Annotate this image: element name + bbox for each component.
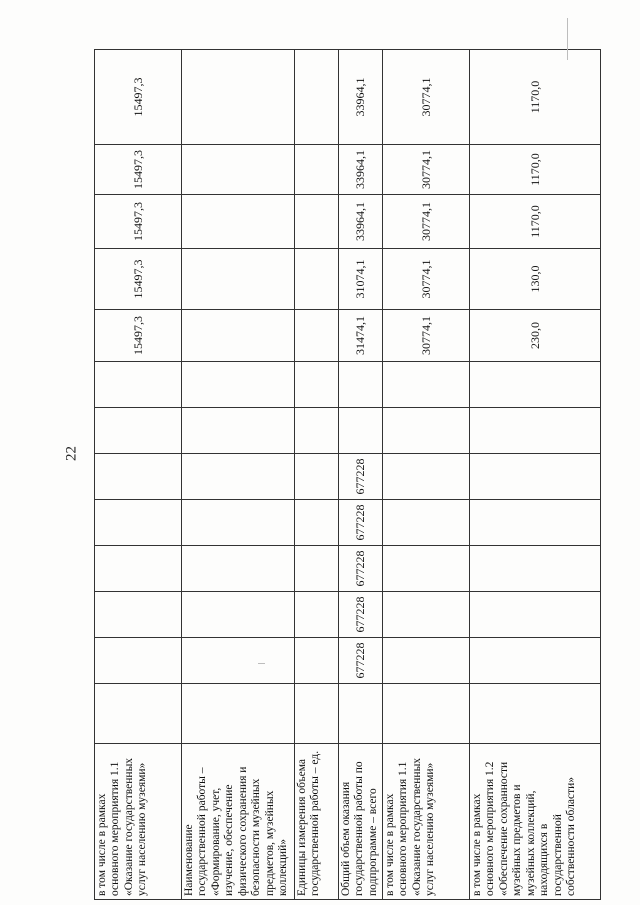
row-label: в том числе в рамках основного мероприятия 1.1 «Оказание государственных услуг населению музеями» [383,744,470,900]
empty-cell [295,684,339,744]
empty-cell [182,500,295,546]
empty-cell [182,145,295,195]
empty-cell [182,50,295,145]
empty-cell [383,592,470,638]
empty-cell [295,249,339,310]
empty-cell [95,546,182,592]
empty-cell [383,454,470,500]
value-cell: 15497,3 [95,249,182,310]
value-cell: 677228 [339,454,383,500]
empty-cell [383,408,470,454]
empty-cell [470,638,601,684]
value-cell: 30774,1 [383,50,470,145]
empty-cell [95,454,182,500]
empty-cell [295,592,339,638]
empty-cell [383,500,470,546]
value-cell: 33964,1 [339,145,383,195]
empty-cell [95,684,182,744]
empty-cell [383,546,470,592]
value-cell: 30774,1 [383,249,470,310]
value-cell: 30774,1 [383,195,470,249]
table-row [295,50,339,900]
empty-cell [470,362,601,408]
value-cell: 130,0 [470,249,601,310]
empty-cell [339,408,383,454]
table-row [470,50,601,900]
value-cell: 33964,1 [339,195,383,249]
value-cell: 15497,3 [95,310,182,362]
empty-cell [470,500,601,546]
empty-cell [295,454,339,500]
value-cell: 677228 [339,546,383,592]
table-row [182,50,295,900]
value-cell: 1170,0 [470,145,601,195]
empty-cell [383,638,470,684]
empty-cell [295,500,339,546]
empty-cell [383,362,470,408]
empty-cell [295,50,339,145]
empty-cell [470,684,601,744]
scan-artifact-mark [567,18,568,60]
table-row [339,50,383,900]
empty-cell [95,408,182,454]
empty-cell [182,638,295,684]
value-cell: 677228 [339,592,383,638]
empty-cell [383,684,470,744]
row-label: в том числе в рамках основного мероприятия 1.1 «Оказание государственных услуг населению музеями» [95,744,182,900]
empty-cell [95,500,182,546]
row-label: Наименование государственной работы – «Формирование, учет, изучение, обеспечение физического сохранения и безопасности музейных предметов, музейных коллекций» [182,744,295,900]
empty-cell [339,362,383,408]
empty-cell [295,546,339,592]
row-label: Общий объем оказания государственной работы по подпрограмме – всего [339,744,383,900]
empty-cell [295,638,339,684]
row-label: Единицы измерения объема государственной работы – ед. [295,744,339,900]
scan-artifact-mark [258,663,265,664]
value-cell: 31074,1 [339,249,383,310]
budget-table [94,49,601,900]
value-cell: 677228 [339,500,383,546]
empty-cell [182,592,295,638]
empty-cell [182,195,295,249]
empty-cell [295,145,339,195]
empty-cell [182,546,295,592]
empty-cell [295,310,339,362]
value-cell: 15497,3 [95,145,182,195]
rotated-table-wrapper [94,50,578,900]
empty-cell [182,408,295,454]
empty-cell [470,408,601,454]
empty-cell [182,249,295,310]
value-cell: 15497,3 [95,195,182,249]
value-cell: 1170,0 [470,50,601,145]
empty-cell [182,362,295,408]
empty-cell [95,362,182,408]
empty-cell [182,310,295,362]
empty-cell [95,638,182,684]
value-cell: 677228 [339,638,383,684]
empty-cell [182,684,295,744]
empty-cell [470,592,601,638]
value-cell: 30774,1 [383,310,470,362]
value-cell: 33964,1 [339,50,383,145]
empty-cell [295,362,339,408]
value-cell: 230,0 [470,310,601,362]
empty-cell [182,454,295,500]
empty-cell [295,195,339,249]
table-row [383,50,470,900]
table-row [95,50,182,900]
empty-cell [295,408,339,454]
value-cell: 15497,3 [95,50,182,145]
empty-cell [470,546,601,592]
value-cell: 31474,1 [339,310,383,362]
empty-cell [470,454,601,500]
row-label: в том числе в рамках основного мероприятия 1.2 «Обеспечение сохранности музейных предметов и музейных коллекций, находящихся в государственной собственности области» [470,744,601,900]
value-cell: 30774,1 [383,145,470,195]
empty-cell [95,592,182,638]
page-number: 22 [63,446,80,461]
value-cell: 1170,0 [470,195,601,249]
empty-cell [339,684,383,744]
